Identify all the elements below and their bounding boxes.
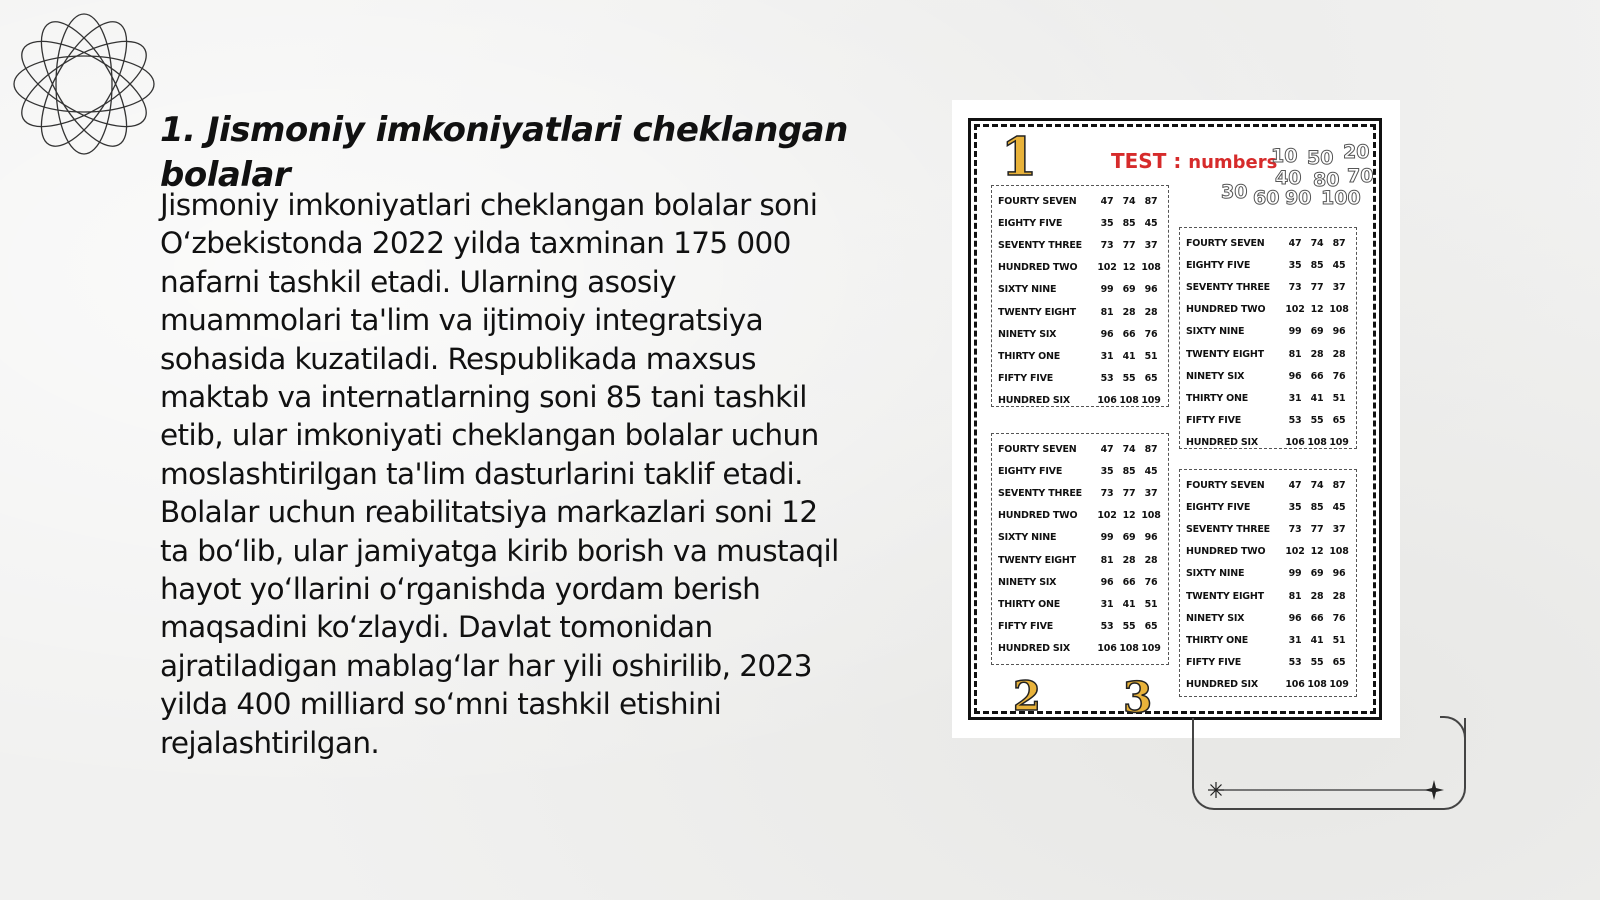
- worksheet-row-option: 76: [1332, 612, 1346, 624]
- worksheet-row-option: 35: [1288, 259, 1302, 271]
- worksheet-row-option: 28: [1310, 590, 1324, 602]
- worksheet-row: [998, 593, 1162, 615]
- worksheet-row-label: FOURTY SEVEN: [1186, 237, 1265, 249]
- worksheet-row-option: 69: [1310, 326, 1324, 338]
- worksheet-row-option: 28: [1144, 554, 1158, 566]
- worksheet-row: [1186, 674, 1350, 696]
- worksheet-row-option: 65: [1332, 415, 1346, 427]
- worksheet-row-option: 87: [1332, 237, 1346, 249]
- worksheet-row-option: 37: [1144, 487, 1158, 499]
- worksheet-row-label: SEVENTY THREE: [998, 487, 1082, 499]
- worksheet-row-option: 108: [1119, 643, 1139, 655]
- worksheet-row-option: 108: [1329, 304, 1349, 316]
- worksheet-image: [952, 100, 1400, 738]
- worksheet-row-option: 69: [1310, 568, 1324, 580]
- worksheet-row: [998, 234, 1162, 256]
- worksheet-row-label: HUNDRED SIX: [1186, 437, 1259, 449]
- worksheet-title-sub: numbers: [1188, 152, 1278, 173]
- worksheet-row-option: 109: [1329, 679, 1349, 691]
- worksheet-row-option: 12: [1310, 546, 1324, 558]
- worksheet-row-option: 47: [1288, 479, 1302, 491]
- corner-number: 70: [1347, 165, 1374, 187]
- corner-number: 50: [1307, 147, 1334, 169]
- worksheet-row-option: 99: [1288, 568, 1302, 580]
- worksheet-row-option: 37: [1332, 281, 1346, 293]
- worksheet-row-option: 35: [1288, 501, 1302, 513]
- worksheet-row-label: TWENTY EIGHT: [1186, 590, 1264, 602]
- worksheet-row-label: FOURTY SEVEN: [998, 195, 1077, 207]
- worksheet-row: [998, 460, 1162, 482]
- worksheet-row: [998, 438, 1162, 460]
- worksheet-row-option: 65: [1144, 621, 1158, 633]
- worksheet-row-option: 47: [1100, 195, 1114, 207]
- worksheet-row-label: TWENTY EIGHT: [998, 306, 1076, 318]
- worksheet-row: [1186, 585, 1350, 607]
- worksheet-row: [1186, 541, 1350, 563]
- worksheet-row-option: 55: [1310, 415, 1324, 427]
- worksheet-row: [1186, 652, 1350, 674]
- worksheet-row: [1186, 232, 1350, 254]
- worksheet-row-option: 85: [1310, 259, 1324, 271]
- worksheet-row-label: FIFTY FIVE: [1186, 415, 1242, 427]
- worksheet-row-label: HUNDRED TWO: [998, 510, 1078, 522]
- worksheet-row: [1186, 432, 1350, 454]
- worksheet-row-label: HUNDRED SIX: [1186, 679, 1259, 691]
- worksheet-row-option: 41: [1122, 598, 1136, 610]
- worksheet-row-label: THIRTY ONE: [1186, 392, 1249, 404]
- worksheet-row: [1186, 474, 1350, 496]
- worksheet-row-option: 41: [1310, 634, 1324, 646]
- corner-number: 90: [1285, 187, 1312, 209]
- worksheet-row-option: 51: [1332, 634, 1346, 646]
- worksheet-section-number: 3: [1123, 673, 1153, 722]
- worksheet-row-option: 85: [1122, 217, 1136, 229]
- worksheet-row-label: TWENTY EIGHT: [1186, 348, 1264, 360]
- corner-number: 100: [1321, 187, 1361, 209]
- worksheet-section-number: 2: [1013, 673, 1041, 720]
- worksheet-row-label: SIXTY NINE: [1186, 568, 1245, 580]
- worksheet-row-label: FOURTY SEVEN: [1186, 479, 1265, 491]
- worksheet-row-option: 106: [1097, 395, 1117, 407]
- worksheet-row-option: 69: [1122, 284, 1136, 296]
- worksheet-row-option: 55: [1122, 621, 1136, 633]
- worksheet-row: [998, 390, 1162, 412]
- worksheet-row-option: 28: [1310, 348, 1324, 360]
- worksheet-row-option: 66: [1122, 328, 1136, 340]
- worksheet-row-option: 108: [1141, 262, 1161, 274]
- worksheet-row-option: 12: [1122, 262, 1136, 274]
- worksheet-row: [998, 638, 1162, 660]
- worksheet-row-label: HUNDRED TWO: [998, 262, 1078, 274]
- worksheet-row-option: 96: [1100, 328, 1114, 340]
- worksheet-row-label: EIGHTY FIVE: [1186, 501, 1251, 513]
- worksheet-row: [998, 368, 1162, 390]
- worksheet-row-label: THIRTY ONE: [998, 350, 1061, 362]
- worksheet-row-option: 85: [1122, 465, 1136, 477]
- worksheet-row-option: 12: [1122, 510, 1136, 522]
- worksheet-row-option: 66: [1310, 370, 1324, 382]
- worksheet-row-label: HUNDRED SIX: [998, 643, 1071, 655]
- worksheet-row: [998, 505, 1162, 527]
- worksheet-row-label: HUNDRED TWO: [1186, 304, 1266, 316]
- worksheet-row-option: 28: [1122, 306, 1136, 318]
- worksheet-row: [998, 345, 1162, 367]
- worksheet-row-option: 106: [1285, 679, 1305, 691]
- worksheet-row-option: 108: [1307, 679, 1327, 691]
- worksheet-row-option: 109: [1329, 437, 1349, 449]
- worksheet-row: [1186, 410, 1350, 432]
- worksheet-row: [998, 616, 1162, 638]
- worksheet-row-option: 109: [1141, 643, 1161, 655]
- decorative-star-line-icon: [1208, 778, 1448, 802]
- worksheet-row-option: 28: [1122, 554, 1136, 566]
- corner-number: 40: [1275, 167, 1302, 189]
- worksheet-title-main: TEST :: [1111, 149, 1189, 173]
- worksheet-row-label: EIGHTY FIVE: [998, 465, 1063, 477]
- worksheet-row: [1186, 387, 1350, 409]
- worksheet-row-label: NINETY SIX: [1186, 370, 1245, 382]
- worksheet-row-option: 96: [1288, 370, 1302, 382]
- worksheet-row-option: 81: [1288, 590, 1302, 602]
- worksheet-row-option: 47: [1288, 237, 1302, 249]
- worksheet-row: [998, 571, 1162, 593]
- worksheet-row: [998, 212, 1162, 234]
- worksheet-row-option: 96: [1100, 576, 1114, 588]
- worksheet-row-option: 102: [1285, 304, 1305, 316]
- worksheet-row: [998, 527, 1162, 549]
- worksheet-row-option: 31: [1288, 392, 1302, 404]
- worksheet-row-option: 74: [1122, 195, 1136, 207]
- worksheet-row-option: 53: [1100, 373, 1114, 385]
- worksheet-row-option: 12: [1310, 304, 1324, 316]
- worksheet-row-option: 45: [1332, 259, 1346, 271]
- worksheet-row-option: 81: [1100, 554, 1114, 566]
- worksheet-box: [991, 185, 1169, 407]
- worksheet-row-option: 74: [1310, 237, 1324, 249]
- worksheet-row-label: SIXTY NINE: [1186, 326, 1245, 338]
- worksheet-row-option: 99: [1100, 532, 1114, 544]
- worksheet-row-option: 37: [1144, 239, 1158, 251]
- worksheet-row-option: 106: [1097, 643, 1117, 655]
- corner-number: 80: [1313, 169, 1340, 191]
- slide-title: 1. Jismoniy imkoniyatlari cheklangan bolalar: [160, 110, 848, 195]
- worksheet-row-option: 69: [1122, 532, 1136, 544]
- worksheet-row-label: SEVENTY THREE: [1186, 523, 1270, 535]
- worksheet-row: [1186, 254, 1350, 276]
- worksheet-box: [1179, 469, 1357, 697]
- worksheet-row-label: FIFTY FIVE: [998, 621, 1054, 633]
- worksheet-row-option: 108: [1141, 510, 1161, 522]
- worksheet-row-label: HUNDRED SIX: [998, 395, 1071, 407]
- worksheet-row-option: 73: [1288, 281, 1302, 293]
- worksheet-row-option: 45: [1144, 217, 1158, 229]
- worksheet-row-option: 31: [1288, 634, 1302, 646]
- worksheet-row: [1186, 299, 1350, 321]
- worksheet-row-option: 45: [1144, 465, 1158, 477]
- worksheet-row-option: 108: [1307, 437, 1327, 449]
- worksheet-box: [991, 433, 1169, 665]
- worksheet-row-label: FIFTY FIVE: [1186, 657, 1242, 669]
- worksheet-row: [1186, 607, 1350, 629]
- worksheet-row: [1186, 496, 1350, 518]
- worksheet-row: [998, 301, 1162, 323]
- worksheet-row-label: NINETY SIX: [1186, 612, 1245, 624]
- worksheet-row-label: NINETY SIX: [998, 328, 1057, 340]
- worksheet-row-option: 53: [1288, 415, 1302, 427]
- worksheet-row: [1186, 629, 1350, 651]
- worksheet-row-option: 102: [1097, 262, 1117, 274]
- worksheet-section-number: 1: [1001, 127, 1038, 188]
- worksheet-row-option: 108: [1329, 546, 1349, 558]
- worksheet-row-option: 77: [1310, 281, 1324, 293]
- worksheet-row: [998, 279, 1162, 301]
- worksheet-row: [998, 257, 1162, 279]
- worksheet-row-label: EIGHTY FIVE: [998, 217, 1063, 229]
- worksheet-row: [1186, 563, 1350, 585]
- worksheet-row-option: 81: [1288, 348, 1302, 360]
- worksheet-row-option: 77: [1122, 487, 1136, 499]
- worksheet-row-option: 76: [1144, 328, 1158, 340]
- corner-number: 30: [1221, 181, 1248, 203]
- worksheet-row-label: HUNDRED TWO: [1186, 546, 1266, 558]
- worksheet-row-option: 31: [1100, 350, 1114, 362]
- worksheet-row-option: 102: [1285, 546, 1305, 558]
- worksheet-row-option: 28: [1144, 306, 1158, 318]
- worksheet-row-option: 96: [1332, 326, 1346, 338]
- worksheet-row-option: 108: [1119, 395, 1139, 407]
- worksheet-row-option: 41: [1122, 350, 1136, 362]
- worksheet-row: [1186, 365, 1350, 387]
- worksheet-row-option: 47: [1100, 443, 1114, 455]
- worksheet-row: [998, 323, 1162, 345]
- worksheet-row-option: 28: [1332, 348, 1346, 360]
- worksheet-row-option: 65: [1332, 657, 1346, 669]
- corner-number: 60: [1253, 187, 1280, 209]
- worksheet-row-option: 74: [1310, 479, 1324, 491]
- corner-number: 10: [1271, 145, 1298, 167]
- slide-body-text: Jismoniy imkoniyatlari cheklangan bolalar soni O‘zbekistonda 2022 yilda taxminan 175 000 nafarni tashkil etadi. Ularning asosiy muammolari ta'lim va ijtimoiy integratsiya sohasida kuzatiladi. Respublikada maxsus maktab va internatlarning soni 85 tani tashkil etib, ular imkoniyati cheklangan bolalar uchun moslashtirilgan ta'lim dasturlarini taklif etadi. Bolalar uchun reabilitatsiya markazlari soni 12 ta bo‘lib, ular jamiyatga kirib borish va mustaqil hayot yo‘llarini o‘rganishda yordam berish maqsadini ko‘zlaydi. Davlat tomonidan ajratiladigan mablag‘lar har yili oshirilib, 2023 yilda 400 milliard so‘mni tashkil etishini rejalashtirilgan.: [160, 188, 839, 760]
- worksheet-row-label: SIXTY NINE: [998, 532, 1057, 544]
- worksheet-row-label: EIGHTY FIVE: [1186, 259, 1251, 271]
- worksheet-row-label: THIRTY ONE: [1186, 634, 1249, 646]
- worksheet-box: [1179, 227, 1357, 449]
- worksheet-row-option: 77: [1122, 239, 1136, 251]
- worksheet-row-label: SIXTY NINE: [998, 284, 1057, 296]
- worksheet-row-option: 96: [1332, 568, 1346, 580]
- worksheet-row-label: FOURTY SEVEN: [998, 443, 1077, 455]
- worksheet-row-option: 109: [1141, 395, 1161, 407]
- worksheet-row-option: 55: [1310, 657, 1324, 669]
- worksheet-row: [1186, 321, 1350, 343]
- worksheet-row-option: 74: [1122, 443, 1136, 455]
- worksheet-row-option: 96: [1144, 284, 1158, 296]
- worksheet-row: [998, 482, 1162, 504]
- worksheet-row-option: 87: [1144, 195, 1158, 207]
- worksheet-row-option: 99: [1288, 326, 1302, 338]
- worksheet-row-option: 87: [1332, 479, 1346, 491]
- worksheet-row-option: 66: [1310, 612, 1324, 624]
- worksheet-row-option: 35: [1100, 217, 1114, 229]
- worksheet-row-option: 51: [1332, 392, 1346, 404]
- worksheet-row-option: 37: [1332, 523, 1346, 535]
- worksheet-row: [1186, 343, 1350, 365]
- worksheet-row-option: 77: [1310, 523, 1324, 535]
- worksheet-row: [1186, 276, 1350, 298]
- worksheet-row-option: 76: [1332, 370, 1346, 382]
- worksheet-row-option: 45: [1332, 501, 1346, 513]
- worksheet-row-label: SEVENTY THREE: [1186, 281, 1270, 293]
- worksheet-row-option: 53: [1100, 621, 1114, 633]
- worksheet-row-option: 106: [1285, 437, 1305, 449]
- worksheet-row-option: 51: [1144, 350, 1158, 362]
- worksheet-row-label: NINETY SIX: [998, 576, 1057, 588]
- worksheet-row-option: 96: [1288, 612, 1302, 624]
- worksheet-row-option: 65: [1144, 373, 1158, 385]
- worksheet-row-option: 66: [1122, 576, 1136, 588]
- worksheet-row-option: 53: [1288, 657, 1302, 669]
- worksheet-row-option: 51: [1144, 598, 1158, 610]
- worksheet-row-option: 73: [1100, 487, 1114, 499]
- worksheet-row-option: 55: [1122, 373, 1136, 385]
- worksheet-row-label: THIRTY ONE: [998, 598, 1061, 610]
- worksheet-row-option: 81: [1100, 306, 1114, 318]
- worksheet-row-option: 99: [1100, 284, 1114, 296]
- decorative-circles-icon: [10, 10, 158, 158]
- worksheet-row-label: FIFTY FIVE: [998, 373, 1054, 385]
- worksheet: [968, 118, 1382, 720]
- worksheet-row: [1186, 518, 1350, 540]
- worksheet-row-option: 73: [1100, 239, 1114, 251]
- corner-number: 20: [1343, 141, 1370, 163]
- worksheet-row-option: 96: [1144, 532, 1158, 544]
- worksheet-row: [998, 549, 1162, 571]
- worksheet-row-option: 31: [1100, 598, 1114, 610]
- worksheet-row-option: 85: [1310, 501, 1324, 513]
- worksheet-row-option: 102: [1097, 510, 1117, 522]
- worksheet-row-option: 76: [1144, 576, 1158, 588]
- worksheet-row-option: 35: [1100, 465, 1114, 477]
- worksheet-row: [998, 190, 1162, 212]
- worksheet-row-option: 87: [1144, 443, 1158, 455]
- worksheet-row-label: SEVENTY THREE: [998, 239, 1082, 251]
- worksheet-row-label: TWENTY EIGHT: [998, 554, 1076, 566]
- worksheet-row-option: 73: [1288, 523, 1302, 535]
- worksheet-row-option: 28: [1332, 590, 1346, 602]
- worksheet-row-option: 41: [1310, 392, 1324, 404]
- worksheet-title: [1111, 149, 1277, 173]
